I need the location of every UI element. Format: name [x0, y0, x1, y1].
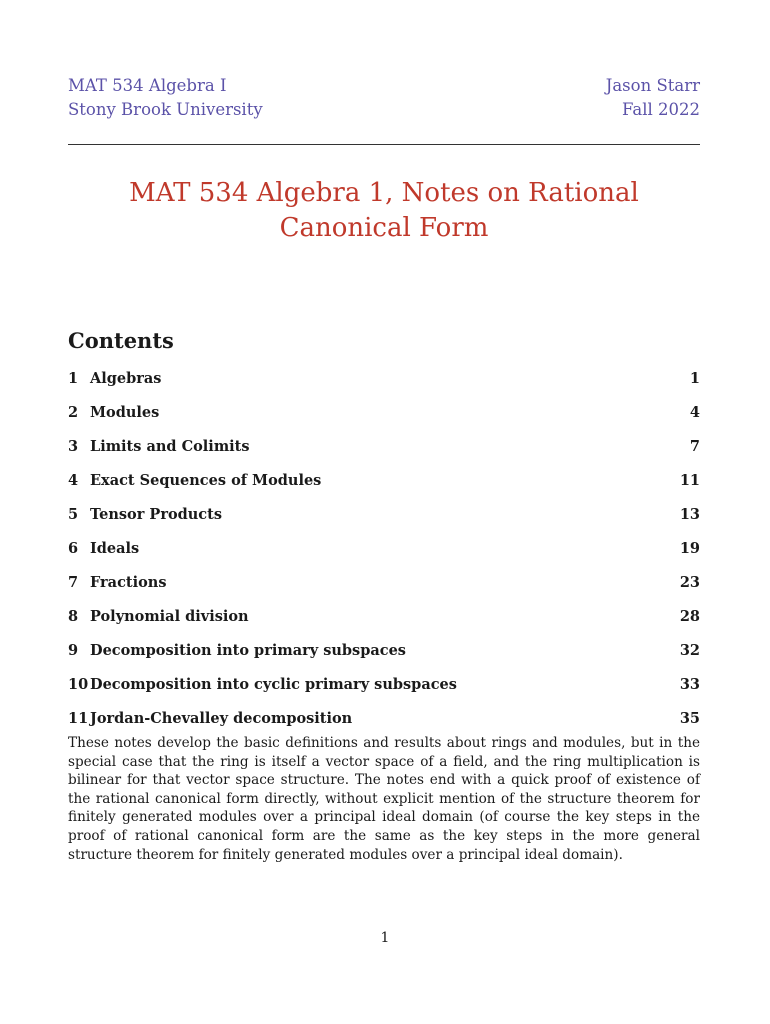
toc-entry-page[interactable]: 32	[679, 642, 700, 659]
title-line-2: Canonical Form	[279, 213, 489, 243]
toc-entry-label[interactable]: Exact Sequences of Modules	[90, 472, 322, 489]
toc-entry-number: 3	[68, 438, 79, 455]
header-divider	[68, 144, 700, 145]
toc-entry-number: 11	[68, 710, 89, 727]
toc-entry-label[interactable]: Fractions	[90, 574, 167, 591]
document-title	[68, 176, 700, 246]
page-number: 1	[380, 930, 390, 946]
toc-entry-number: 2	[68, 404, 79, 421]
toc-entry-number: 5	[68, 506, 79, 523]
toc-entry[interactable]	[68, 368, 700, 402]
toc-entry-page[interactable]: 19	[679, 540, 700, 557]
term: Fall 2022	[622, 100, 700, 119]
toc-entry-label[interactable]: Modules	[90, 404, 160, 421]
toc-entry[interactable]	[68, 504, 700, 538]
toc-entry[interactable]	[68, 470, 700, 504]
toc-entry-page[interactable]: 7	[689, 438, 700, 455]
toc-entry-number: 7	[68, 574, 79, 591]
toc-entry[interactable]	[68, 402, 700, 436]
title-line-1: MAT 534 Algebra 1, Notes on Rational	[129, 178, 639, 208]
toc-entry[interactable]	[68, 640, 700, 674]
toc-entry-label[interactable]: Algebras	[90, 370, 162, 387]
toc-entry-label[interactable]: Limits and Colimits	[90, 438, 250, 455]
toc-entry-label[interactable]: Ideals	[90, 540, 140, 557]
toc-entry[interactable]	[68, 674, 700, 708]
toc-entry-page[interactable]: 13	[679, 506, 700, 523]
toc-entry[interactable]	[68, 572, 700, 606]
header-right	[606, 74, 700, 122]
author-name: Jason Starr	[605, 76, 700, 95]
toc-entry[interactable]	[68, 436, 700, 470]
toc-entry-number: 4	[68, 472, 79, 489]
toc-entry-label[interactable]: Decomposition into primary subspaces	[90, 642, 406, 659]
toc-entry-page[interactable]: 11	[679, 472, 700, 489]
toc-entry-page[interactable]: 4	[689, 404, 700, 421]
toc-entry[interactable]	[68, 538, 700, 572]
toc-entry-page[interactable]: 35	[679, 710, 700, 727]
toc-entry[interactable]	[68, 606, 700, 640]
contents-heading: Contents	[68, 328, 174, 353]
table-of-contents	[68, 368, 700, 742]
toc-entry-number: 6	[68, 540, 79, 557]
toc-entry-number: 8	[68, 608, 79, 625]
header-left	[68, 74, 263, 122]
page-header	[68, 74, 700, 122]
toc-entry-page[interactable]: 23	[679, 574, 700, 591]
course-name: MAT 534 Algebra I	[68, 76, 227, 95]
toc-entry-label[interactable]: Decomposition into cyclic primary subspaces	[90, 676, 457, 693]
toc-entry-page[interactable]: 33	[679, 676, 700, 693]
toc-entry-number: 1	[68, 370, 79, 387]
toc-entry-page[interactable]: 1	[689, 370, 700, 387]
abstract-paragraph: These notes develop the basic definitions and results about rings and modules, but in the special case that the ring is itself a vector space of a field, and the ring multiplication is bilinear for that vector space structure. The notes end with a quick proof of existence of the rational canonical form directly, without explicit mention of the structure theorem for finitely generated modules over a principal ideal domain (of course the key steps in the proof of rational canonical form are the same as the key steps in the more general structure theorem for finitely generated modules over a principal ideal domain).	[68, 735, 700, 863]
toc-entry-number: 10	[68, 676, 89, 693]
toc-entry-label[interactable]: Tensor Products	[90, 506, 223, 523]
toc-entry-label[interactable]: Polynomial division	[90, 608, 249, 625]
toc-entry-label[interactable]: Jordan-Chevalley decomposition	[90, 710, 353, 727]
institution-name: Stony Brook University	[68, 100, 263, 119]
toc-entry-page[interactable]: 28	[679, 608, 700, 625]
toc-entry-number: 9	[68, 642, 79, 659]
